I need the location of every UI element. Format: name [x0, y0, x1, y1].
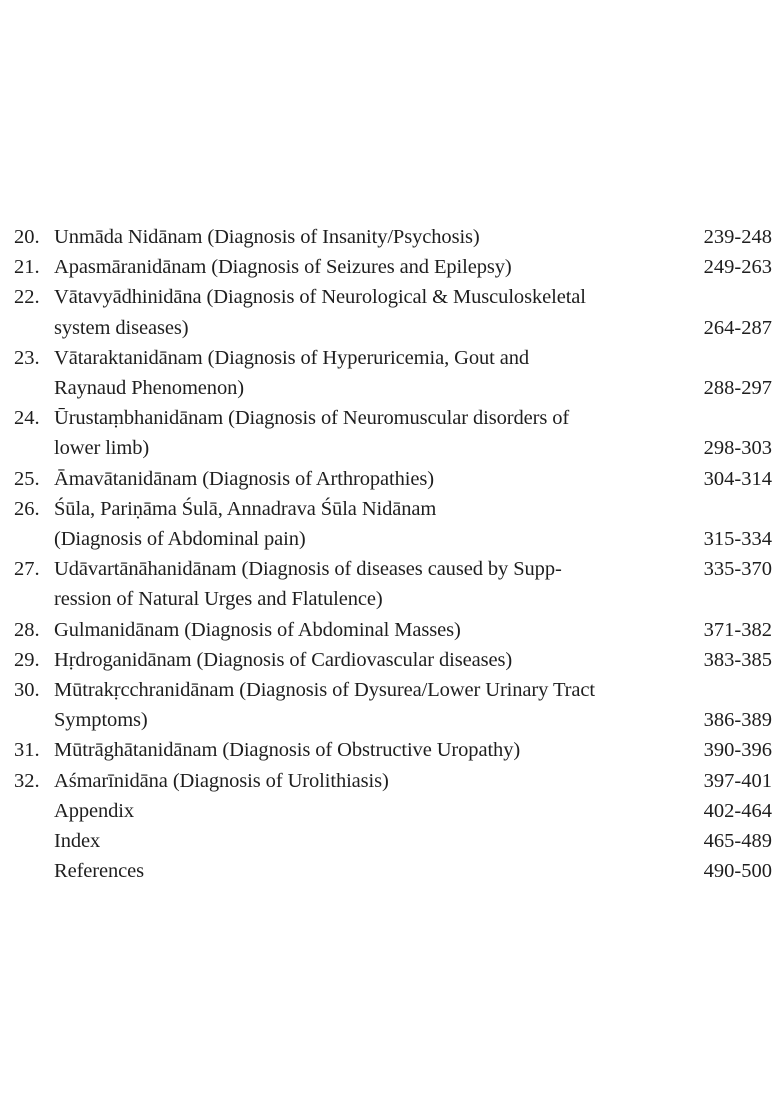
chapter-number: 22. [14, 286, 40, 309]
toc-entry [14, 826, 772, 856]
chapter-title: Udāvartānāhanidānam (Diagnosis of diseases caused by Supp- [54, 558, 562, 581]
chapter-title: Hṛdroganidānam (Diagnosis of Cardiovascular diseases) [54, 648, 513, 671]
chapter-title-block [54, 222, 772, 252]
page-range: 383-385 [703, 648, 772, 671]
title-line [54, 645, 772, 675]
title-line [54, 464, 772, 494]
chapter-title-block [54, 735, 772, 765]
page-range: 298-303 [703, 437, 772, 460]
page-range: 402-464 [703, 799, 772, 822]
chapter-number: 21. [14, 256, 40, 279]
chapter-title: Appendix [54, 799, 135, 822]
title-line [54, 313, 772, 343]
chapter-title: Vātavyādhinidāna (Diagnosis of Neurological & Musculoskeletal [54, 286, 586, 309]
toc-entry [14, 766, 772, 796]
toc-entry [14, 494, 772, 554]
toc-entry [14, 343, 772, 403]
page-range: 465-489 [703, 830, 772, 853]
chapter-title: (Diagnosis of Abdominal pain) [54, 528, 306, 551]
toc-entry [14, 796, 772, 826]
chapter-title: Aśmarīnidāna (Diagnosis of Urolithiasis) [54, 769, 389, 792]
page-range: 371-382 [703, 618, 772, 641]
chapter-number: 30. [14, 679, 40, 702]
title-line [54, 766, 772, 796]
chapter-title: References [54, 860, 145, 883]
title-line [54, 675, 772, 705]
page-range: 315-334 [703, 528, 772, 551]
toc-entry [14, 675, 772, 735]
chapter-title-block [54, 615, 772, 645]
title-line [54, 826, 772, 856]
chapter-title-block [54, 464, 772, 494]
toc-entry [14, 735, 772, 765]
toc-entry [14, 856, 772, 886]
chapter-title-block [54, 554, 772, 614]
title-line [54, 796, 772, 826]
chapter-title: Śūla, Pariṇāma Śulā, Annadrava Śūla Nidānam [54, 497, 437, 520]
chapter-title: Āmavātanidānam (Diagnosis of Arthropathies) [54, 467, 434, 490]
title-line [54, 524, 772, 554]
title-line [54, 222, 772, 252]
chapter-title: Symptoms) [54, 709, 148, 732]
chapter-title-block [54, 252, 772, 282]
chapter-title: ression of Natural Urges and Flatulence) [54, 588, 383, 611]
toc-entry [14, 222, 772, 252]
toc-entry [14, 403, 772, 463]
chapter-title-block [54, 403, 772, 463]
chapter-title: Vātaraktanidānam (Diagnosis of Hyperuricemia, Gout and [54, 346, 530, 369]
title-line [54, 373, 772, 403]
page-range: 490-500 [703, 860, 772, 883]
chapter-title: Mūtrakṛcchranidānam (Diagnosis of Dysurea/Lower Urinary Tract [54, 679, 595, 702]
chapter-number: 31. [14, 739, 40, 762]
chapter-title-block [54, 282, 772, 342]
chapter-title-block [54, 675, 772, 735]
page-range: 397-401 [703, 769, 772, 792]
page-range: 249-263 [703, 256, 772, 279]
chapter-title-block [54, 826, 772, 856]
page-range: 304-314 [703, 467, 772, 490]
title-line [54, 615, 772, 645]
toc-entry [14, 252, 772, 282]
chapter-title: Apasmāranidānam (Diagnosis of Seizures and Epilepsy) [54, 256, 512, 279]
toc-entry [14, 282, 772, 342]
toc-entry [14, 615, 772, 645]
chapter-title: lower limb) [54, 437, 150, 460]
chapter-title: Raynaud Phenomenon) [54, 377, 244, 400]
chapter-number: 27. [14, 558, 40, 581]
chapter-number: 25. [14, 467, 40, 490]
chapter-number: 29. [14, 648, 40, 671]
toc-entry [14, 645, 772, 675]
chapter-number: 32. [14, 769, 40, 792]
title-line [54, 735, 772, 765]
page-range: 386-389 [703, 709, 772, 732]
title-line [54, 554, 772, 584]
chapter-number: 24. [14, 407, 40, 430]
page-range: 390-396 [703, 739, 772, 762]
title-line [54, 252, 772, 282]
chapter-number: 26. [14, 497, 40, 520]
title-line [54, 494, 772, 524]
chapter-title: Ūrustaṃbhanidānam (Diagnosis of Neuromuscular disorders of [54, 407, 570, 430]
chapter-title: Gulmanidānam (Diagnosis of Abdominal Masses) [54, 618, 461, 641]
title-line [54, 433, 772, 463]
chapter-title-block [54, 766, 772, 796]
chapter-title-block [54, 856, 772, 886]
chapter-title: Index [54, 830, 101, 853]
chapter-title: Unmāda Nidānam (Diagnosis of Insanity/Psychosis) [54, 226, 480, 248]
chapter-number: 20. [14, 226, 40, 248]
title-line [54, 282, 772, 312]
chapter-number: 23. [14, 346, 40, 369]
chapter-title-block [54, 645, 772, 675]
page-range: 264-287 [703, 316, 772, 339]
title-line [54, 705, 772, 735]
chapter-title: system diseases) [54, 316, 189, 339]
chapter-title-block [54, 343, 772, 403]
page-range: 239-248 [703, 226, 772, 248]
chapter-number: 28. [14, 618, 40, 641]
chapter-title-block [54, 494, 772, 554]
title-line [54, 343, 772, 373]
title-line [54, 856, 772, 886]
chapter-title-block [54, 796, 772, 826]
page-range: 288-297 [703, 377, 772, 400]
table-of-contents [14, 222, 772, 886]
toc-entry [14, 464, 772, 494]
title-line [54, 584, 772, 614]
page-range: 335-370 [703, 558, 772, 581]
toc-entry [14, 554, 772, 614]
chapter-title: Mūtrāghātanidānam (Diagnosis of Obstructive Uropathy) [54, 739, 521, 762]
title-line [54, 403, 772, 433]
